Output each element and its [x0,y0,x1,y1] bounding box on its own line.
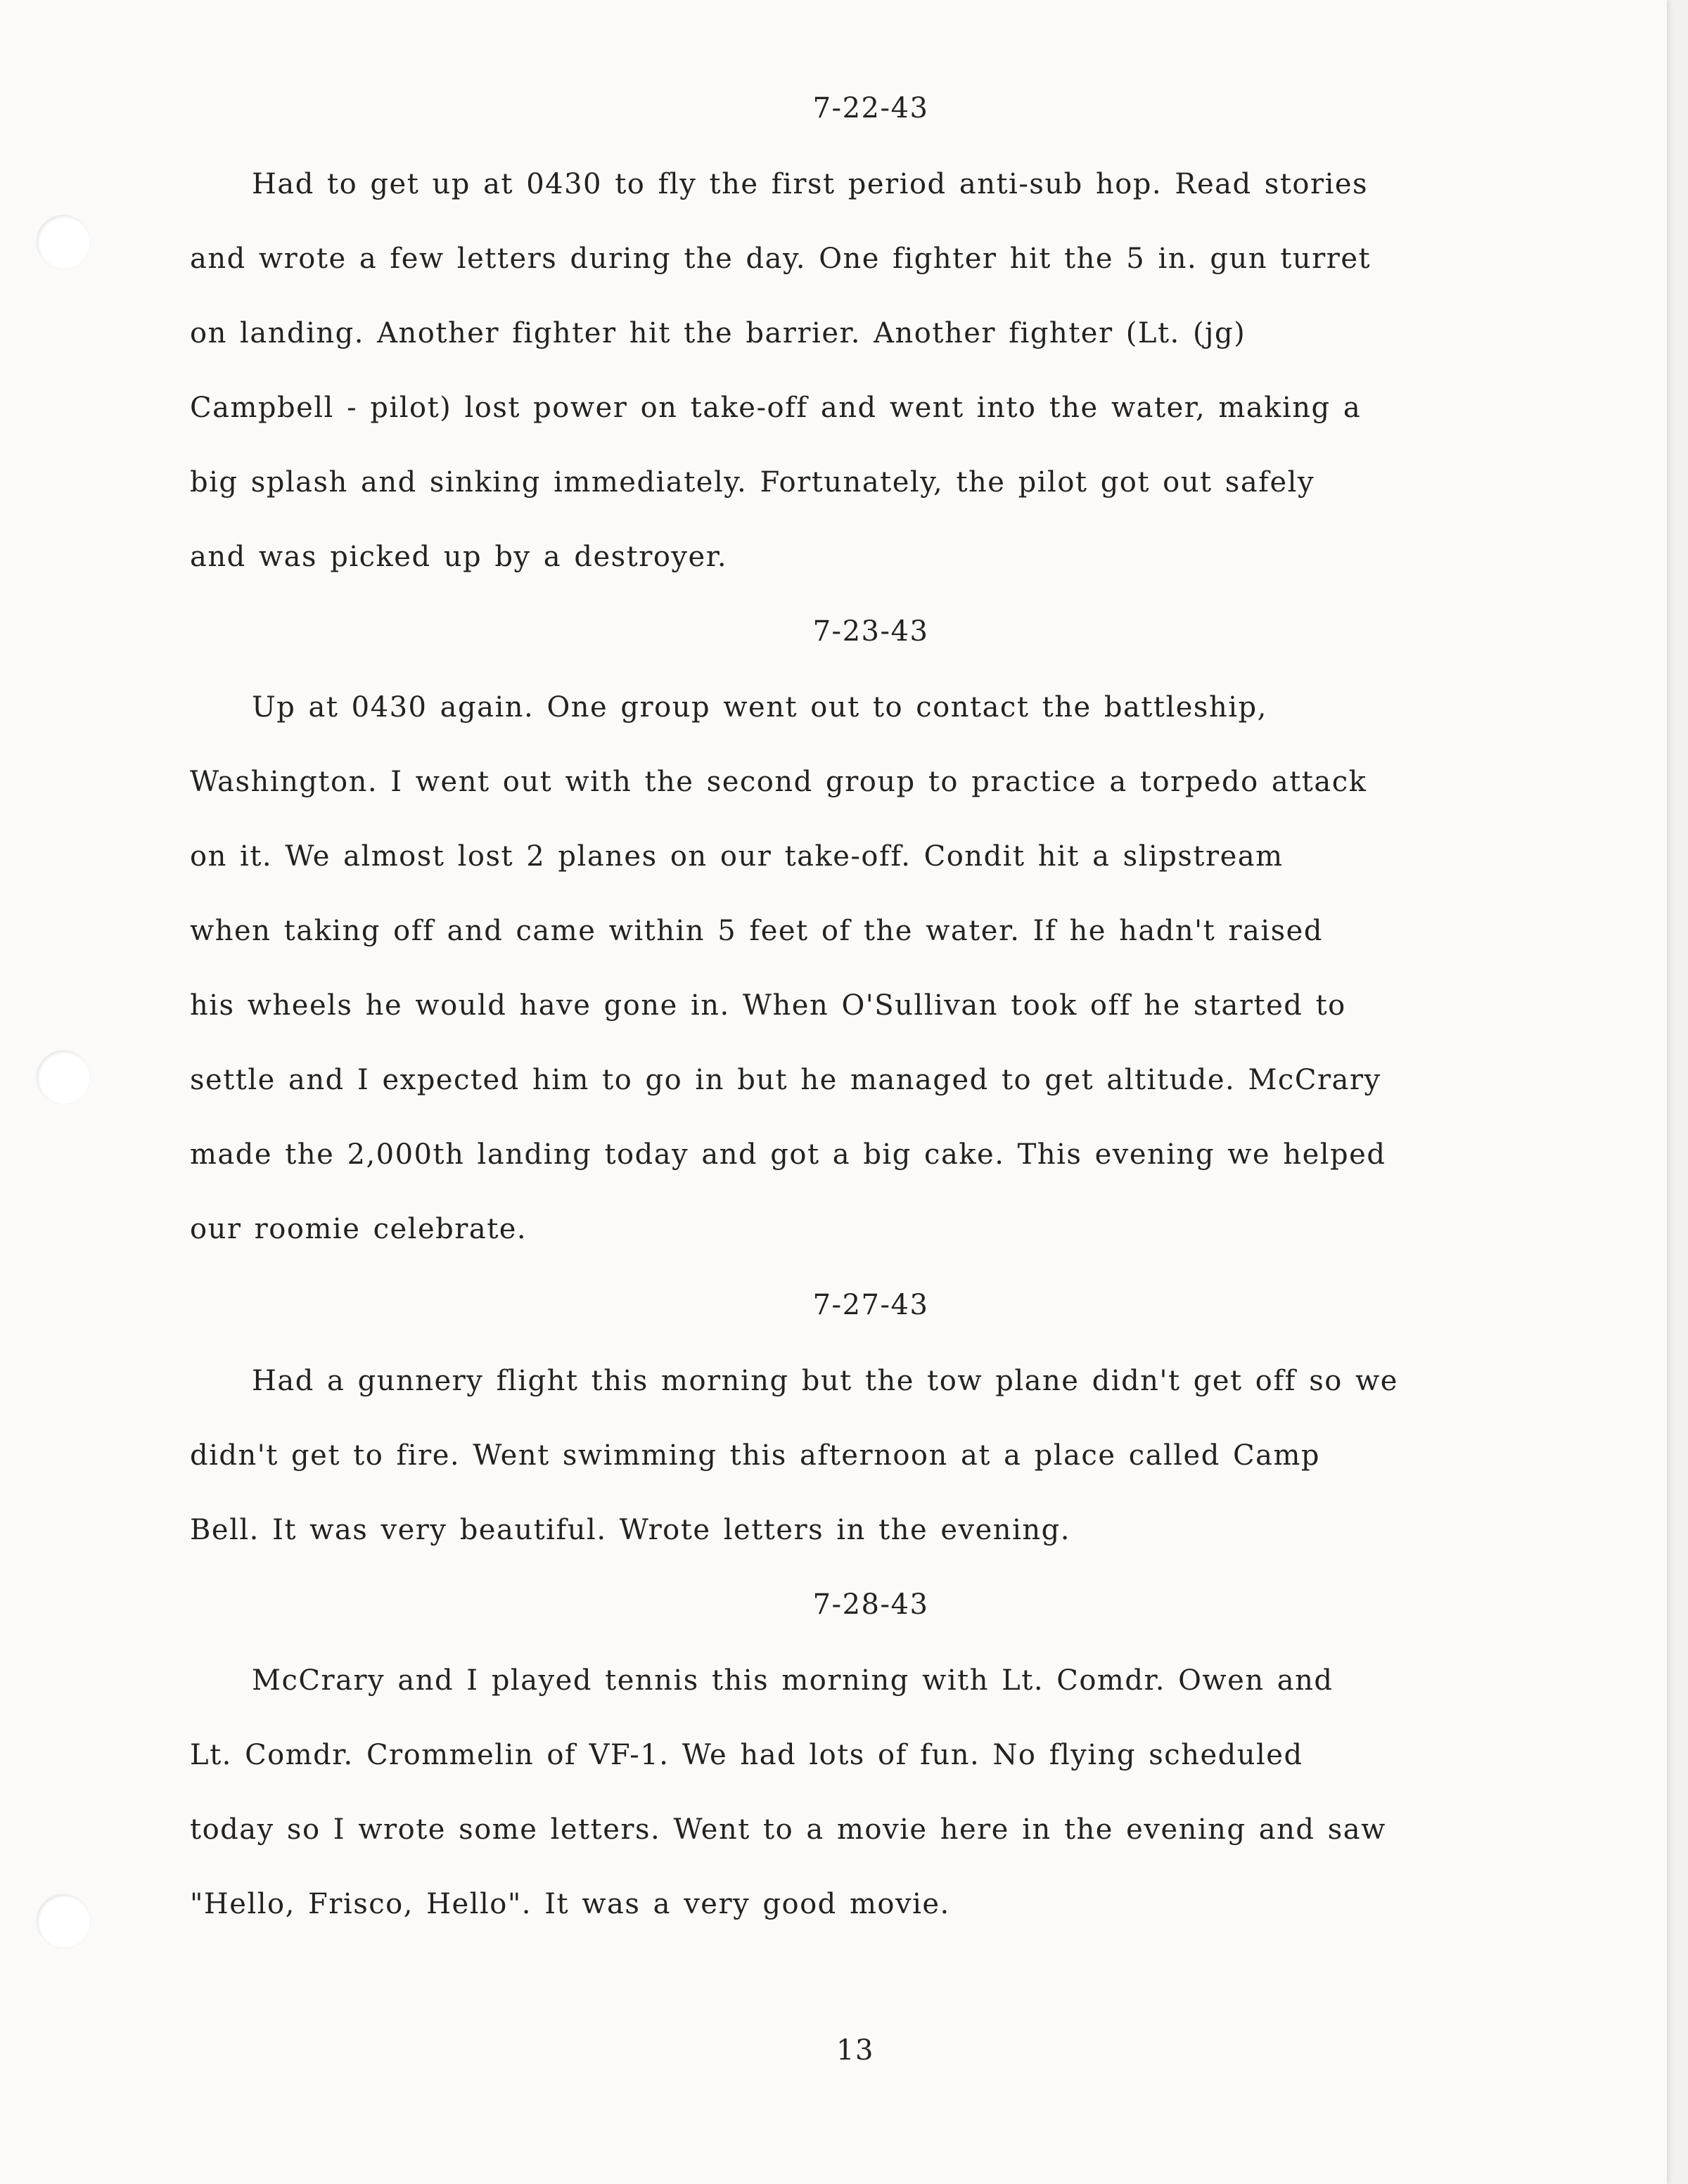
entry-line: and wrote a few letters during the day. One fighter hit the 5 in. gun turret [190,243,1372,275]
entry-line: our roomie celebrate. [190,1213,528,1245]
entry-line: Had a gunnery flight this morning but the tow plane didn't get off so we [252,1365,1398,1397]
entry-date: 7-28-43 [812,1588,929,1621]
entry-line: made the 2,000th landing today and got a big cake. This evening we helped [190,1138,1386,1171]
entry-line: Bell. It was very beautiful. Wrote letters in the evening. [190,1514,1070,1546]
entry-date: 7-27-43 [812,1289,929,1321]
entry-line: Lt. Comdr. Crommelin of VF-1. We had lots of fun. No flying scheduled [190,1739,1303,1771]
entry-line: big splash and sinking immediately. Fortunately, the pilot got out safely [190,466,1315,499]
entry-line: "Hello, Frisco, Hello". It was a very good movie. [190,1888,950,1920]
entry-line: settle and I expected him to go in but he managed to get altitude. McCrary [190,1064,1381,1096]
punch-hole-bottom [37,1894,90,1948]
entry-line: on it. We almost lost 2 planes on our take-off. Condit hit a slipstream [190,840,1284,873]
entry-line: on landing. Another fighter hit the barrier. Another fighter (Lt. (jg) [190,317,1246,349]
entry-line: Had to get up at 0430 to fly the first period anti-sub hop. Read stories [252,168,1369,200]
entry-line: Up at 0430 again. One group went out to contact the battleship, [252,691,1267,724]
entry-line: when taking off and came within 5 feet of the water. If he hadn't raised [190,915,1323,947]
page-number: 13 [836,2034,874,2067]
entry-line: Campbell - pilot) lost power on take-off and went into the water, making a [190,392,1362,424]
punch-hole-top [37,215,90,269]
entry-line: his wheels he would have gone in. When O'Sullivan took off he started to [190,989,1346,1022]
entry-line: Washington. I went out with the second group to practice a torpedo attack [190,766,1367,798]
entry-line: didn't get to fire. Went swimming this afternoon at a place called Camp [190,1439,1321,1472]
entry-date: 7-22-43 [812,92,929,124]
entry-date: 7-23-43 [812,615,929,648]
entry-line: and was picked up by a destroyer. [190,541,728,573]
entry-line: McCrary and I played tennis this morning with Lt. Comdr. Owen and [252,1664,1334,1697]
entry-line: today so I wrote some letters. Went to a movie here in the evening and saw [190,1813,1386,1846]
punch-hole-middle [37,1051,90,1104]
